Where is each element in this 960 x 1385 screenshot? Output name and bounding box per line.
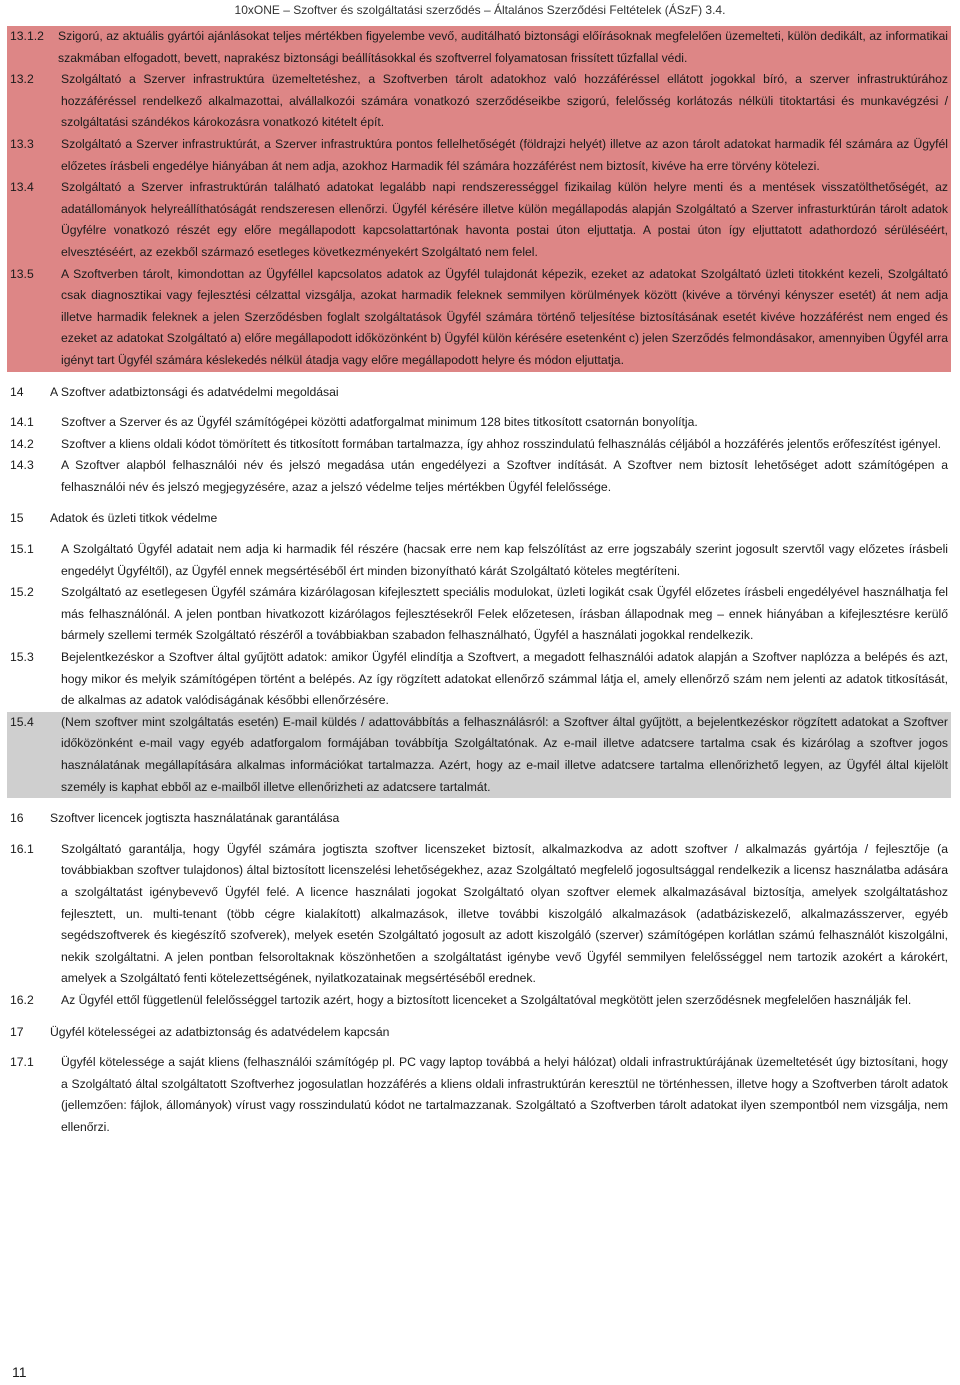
paragraph-13-2 (7, 69, 951, 134)
paragraph-number: 13.5 (10, 266, 34, 281)
section-title: A Szoftver adatbiztonsági és adatvédelmi megoldásai (50, 384, 339, 399)
paragraph-text: (Nem szoftver mint szolgáltatás esetén) E-mail küldés / adattovábbítás a felhasználásról: a Szoftver által gyűjtött, a bejelentkezéskor rögzített adatokat a Szoftver időközönként e-mail vagy egyéb adatforgalom formájában továbbítja Szolgáltatónak. Az e-mail illetve adatcsere tartalma csak és kizárólag a szoftver jogos használatának megállapítására alkalmas információkat tartalmazza. Azért, hogy az e-mail illetve adatcsere tartalma ellenőrizhető legyen, az Ügyfél által kijelölt személy is kaphat ebből az e-mailből illetve ellenőrizheti az adatcsere tartalmát. (61, 714, 948, 794)
paragraph-14-3 (7, 455, 951, 498)
paragraph-text: Szoftver a Szerver és az Ügyfél számítógépei közötti adatforgalmat minimum 128 bites titkosított csatornán bonyolítja. (61, 415, 698, 430)
document-body (7, 26, 951, 1139)
document-title: 10xONE – Szoftver és szolgáltatási szerződés – Általános Szerződési Feltételek (ÁSzF) 3.4. (234, 3, 726, 17)
paragraph-number: 16.1 (10, 841, 34, 856)
section-number: 17 (10, 1024, 24, 1039)
paragraph-number: 13.4 (10, 180, 34, 195)
section-title: Ügyfél kötelességei az adatbiztonság és adatvédelem kapcsán (50, 1024, 390, 1039)
paragraph-15-2 (7, 582, 951, 647)
paragraph-text: Szolgáltató a Szerver infrastruktúrát, a Szerver infrastruktúra pontos fellelhetőségét (földrajzi helyét) illetve az azon tárolt adatokat harmadik fél számára az Ügyfél előzetes írásbeli engedélye hiányában át nem adja, azokhoz Harmadik fél számára hozzáférést nem biztosít, kivéve ha erre törvény kötelezi. (61, 136, 948, 173)
paragraph-number: 14.1 (10, 415, 34, 430)
highlighted-block-13 (7, 26, 951, 372)
section-number: 16 (10, 811, 24, 826)
paragraph-text: Szolgáltató a Szerver infrastruktúrán található adatokat legalább napi rendszerességgel fizikailag külön helyre menti és a mentések visszatölthetőségét, az adatállományok helyreállíthatóságát rendszeresen ellenőrzi. Ügyfél kérésére illetve külön megállapodás alapján Szolgáltató a Szerver infrasturktúrán tárolt adatok Ügyfélre vonatkozó részét egy előre megállapodott kapcsolattartónak havonta postai úton eljuttatja. A postai úton így eljuttatott adathordozó sérüléséért, elvesztéséért, az ezekből származó esetleges következményekért Szolgáltató nem felel. (61, 180, 948, 259)
paragraph-14-1 (7, 412, 951, 434)
paragraph-number: 13.3 (10, 136, 34, 151)
paragraph-16-2 (7, 990, 951, 1012)
paragraph-text: Szoftver a kliens oldali kódot tömörített és titkosított formában tartalmazza, így ahhoz rosszindulatú felhasználás céljából a hozzáférés jelentős erőfeszítést igényel. (61, 436, 941, 451)
paragraph-13-4 (7, 177, 951, 263)
running-header (0, 0, 960, 22)
paragraph-number: 15.2 (10, 585, 34, 600)
paragraph-text: Az Ügyfél ettől függetlenül felelősséggel tartozik azért, hogy a biztosított licenceket a Szolgáltatóval megkötött jelen szerződésnek megfelelően használják fel. (61, 992, 912, 1007)
paragraph-text: Szolgáltató garantálja, hogy Ügyfél számára jogtiszta szoftver licenszeket biztosít, alkalmazkodva az adott szoftver / alkalmazás gyártója / fejlesztője (a továbbiakban szoftver tulajdonos) által biztosított licenszelési lehetőségekhez, azaz Szolgáltató megfelelő jogosultsággal rendelkezik a licensz használatba adására a szolgáltatást igénybevevő Ügyfél felé. A licence használati jogokat Szolgáltató olyan szoftver elemek alkalmazásával biztosítja, amelyek szolgáltatáshoz fejlesztett, un. multi-tenant (több cégre kialakított) alkalmazások, illetve további kiszolgáló alkalmazások (adatbáziskezelő, alkalmazásszerver, egyéb segédszoftverek és kiegészítő szofverek), melyek esetén Szolgáltató jogosult az adott kiszolgáló (szerver) számítógépen korlátlan számú felhasználót kiszolgálni, nekik szolgáltatni. A jelen pontban felsoroltaknak köszönhetően a szolgáltatást igénybe vevő Ügyfél semmilyen felelősséggel nem tartozik azokért a károkért, amelyek a Szolgáltató fenti kötelezettségének, nyilatkozatainak megsértéséből erednek. (61, 841, 948, 986)
paragraph-text: Ügyfél kötelessége a saját kliens (felhasználói számítógép pl. PC vagy laptop továbbá a helyi hálózat) oldali infrastruktúrájának üzemeltetését úgy biztosítani, hogy a Szolgáltató által szolgáltatott Szoftverhez jogosulatlan hozzáférés a kliens oldali infrastruktúrán keresztül ne történhessen, illetve hogy a Szoftverben tárolt adatok (jellemzően: fájlok, állományok) vírust vagy rosszindulatú kódot ne tartalmazzanak. Szolgáltató a Szoftverben tárolt adatokat ilyen szempontból nem vizsgálja, nem ellenőrzi. (61, 1055, 948, 1134)
paragraph-16-1 (7, 839, 951, 990)
paragraph-text: Szigorú, az aktuális gyártói ajánlásokat teljes mértékben figyelembe vevő, auditálható biztonsági előírásoknak megfelelően üzemelteti, külön dedikált, az informatikai szakmában elfogadott, bevett, naprakész biztonsági beállításokkal és szoftverrel folyamatosan frissített tűzfallal védi. (58, 29, 948, 65)
section-title: Adatok és üzleti titkok védelme (50, 511, 218, 526)
paragraph-15-3 (7, 647, 951, 712)
paragraph-number: 17.1 (10, 1055, 34, 1070)
paragraph-text: Szolgáltató a Szerver infrastruktúra üzemeltetéshez, a Szoftverben tárolt adatokhoz való hozzáféréssel ellátott jogokkal bíró, a szerver infrastruktúrához hozzáféréssel rendelkező alkalmazottai, alvállalkozói számára vonatkozó szerződéseikbe szigorú, felelősség korlátozás nélküli titoktartási és munkavégzési / szolgáltatási szándékos károkozásra vonatkozó kitételt épít. (61, 72, 948, 130)
paragraph-number: 13.1.2 (10, 29, 44, 43)
paragraph-number: 15.3 (10, 650, 34, 665)
section-number: 14 (10, 384, 24, 399)
section-heading-16 (7, 808, 951, 830)
paragraph-15-4 (7, 712, 951, 798)
section-heading-17 (7, 1022, 951, 1044)
section-title: Szoftver licencek jogtiszta használatának garantálása (50, 811, 340, 826)
paragraph-text: A Szoftver alapból felhasználói név és jelszó megadása után engedélyezi a Szoftver indítását. A Szoftver nem biztosít lehetőséget adott számítógépen a felhasználói név és jelszó megjegyzésére, azaz a jelszó védelme teljes mértékben Ügyfél felelőssége. (61, 458, 948, 494)
paragraph-13-3 (7, 134, 951, 177)
paragraph-14-2 (7, 434, 951, 456)
page-number: 11 (12, 1364, 27, 1380)
paragraph-number: 14.2 (10, 436, 34, 451)
paragraph-number: 14.3 (10, 458, 34, 473)
paragraph-text: Bejelentkezéskor a Szoftver által gyűjtött adatok: amikor Ügyfél elindítja a Szoftvert, a megadott felhasználói adatok alapján a Szoftver naplózza a belépés és azt, hogy mikor és melyik számítógépen történt a belépés. Az így rögzített adatokat ellenőrző számmal látja el, amely ellenőrző szám nem jelenti az adatok titkosítását, de alkalmas az adatok valódiságának későbbi ellenőrzésére. (61, 650, 948, 708)
paragraph-number: 15.1 (10, 542, 34, 557)
paragraph-number: 15.4 (10, 714, 34, 729)
paragraph-13-1-2 (7, 26, 951, 69)
paragraph-number: 16.2 (10, 992, 34, 1007)
paragraph-17-1 (7, 1052, 951, 1138)
paragraph-text: A Szoftverben tárolt, kimondottan az Ügyféllel kapcsolatos adatok az Ügyfél tulajdonát képezik, ezeket az adatokat Szolgáltató üzleti titokként kezeli, Szolgáltató csak diagnosztikai vagy fejlesztési célzattal vizsgálja, azokat harmadik feleknek semmilyen körülmények között (kivéve a törvényi kényszer esetét) át nem adja illetve harmadik feleknek a jelen Szerződésben foglalt szolgáltatások Ügyfél számára történő teljesítése biztosításának esetét kivéve hozzáférést nem enged és ezeket az adatokat Szolgáltató a) előre megállapodott időközönként b) Ügyfél külön kérésére esetenként c) jelen Szerződés felmondásakor, amennyiben Ügyfél arra igényt tart Ügyfél számára késlekedés nélkül átadja vagy előre megállapodott helyre és módon eljuttatja. (61, 266, 948, 367)
section-heading-15 (7, 508, 951, 530)
paragraph-text: Szolgáltató az esetlegesen Ügyfél számára kizárólagosan kifejlesztett speciális modulokat, üzleti logikát csak Ügyfél előzetes írásbeli engedélyével használhatja fel más felhasználónál. A jelen pontban hivatkozott kizárólagos fejlesztésekről Felek előzetesen, írásban állapodnak meg – ennek hiányában a kifejlesztésre kerülő bármely szellemi termék Szolgáltató részéről a továbbiakban szabadon felhasználható, Ügyfél a használati jogokkal rendelkezik. (61, 585, 948, 643)
section-number: 15 (10, 511, 24, 526)
paragraph-number: 13.2 (10, 72, 34, 87)
section-heading-14 (7, 382, 951, 404)
paragraph-text: A Szolgáltató Ügyfél adatait nem adja ki harmadik fél részére (hacsak erre nem kap felszólítást az erre jogszabály szerint jogosult szervtől vagy előzetes írásbeli engedélyt Ügyféltől), az Ügyfél ennek megsértéséből ért minden bizonyítható kárát Szolgáltató köteles megtéríteni. (61, 542, 948, 578)
paragraph-13-5 (7, 264, 951, 372)
paragraph-15-1 (7, 539, 951, 582)
